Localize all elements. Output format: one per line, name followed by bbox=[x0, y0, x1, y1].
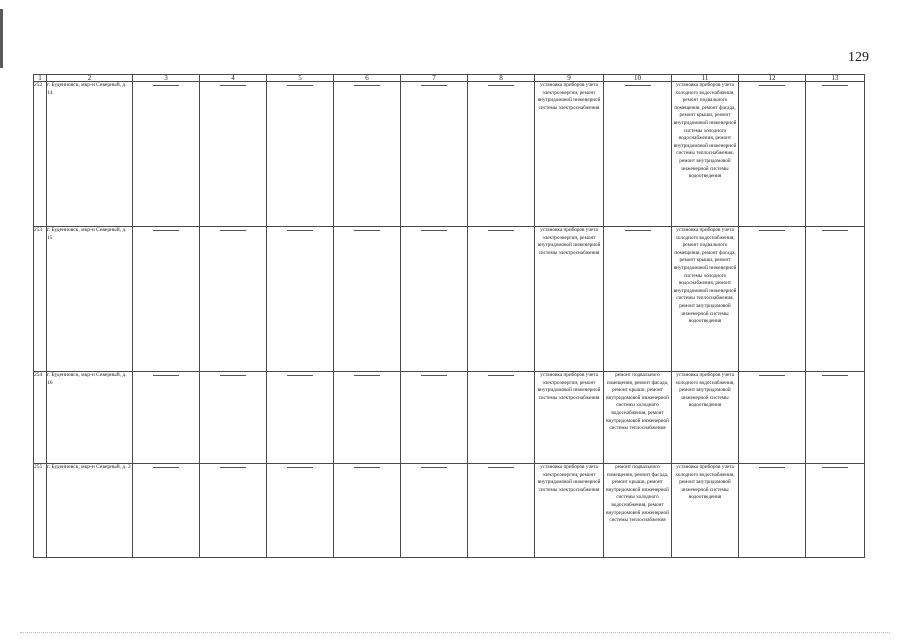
dash-mark bbox=[759, 230, 785, 231]
header-cell-13: 13 bbox=[806, 75, 865, 82]
repair-schedule-table bbox=[33, 74, 865, 558]
work-cell-col11: установка приборов учета холодного водоснабжения, ремонт внутридомовой инженерной системы водоотведения bbox=[672, 464, 739, 558]
dash-mark bbox=[220, 375, 246, 376]
dash-mark bbox=[421, 85, 447, 86]
empty-cell-dash bbox=[334, 372, 401, 464]
empty-cell-dash bbox=[806, 82, 865, 227]
dash-mark bbox=[220, 85, 246, 86]
row-number: 254 bbox=[34, 372, 47, 464]
dash-mark bbox=[153, 375, 179, 376]
empty-cell-dash bbox=[468, 464, 535, 558]
row-number: 253 bbox=[34, 227, 47, 372]
dash-mark bbox=[354, 467, 380, 468]
dash-mark bbox=[354, 375, 380, 376]
row-address: г. Буденновск, мкр-н Северный, д. 15 bbox=[47, 227, 133, 372]
empty-cell-dash bbox=[401, 372, 468, 464]
dash-mark bbox=[488, 85, 514, 86]
empty-cell-dash bbox=[604, 227, 672, 372]
empty-cell-dash bbox=[200, 227, 267, 372]
empty-cell-dash bbox=[401, 82, 468, 227]
dash-mark bbox=[421, 467, 447, 468]
dash-mark bbox=[625, 230, 651, 231]
row-address: г. Буденновск, мкр-н Северный, д. 2 bbox=[47, 464, 133, 558]
empty-cell-dash bbox=[739, 464, 806, 558]
dash-mark bbox=[287, 85, 313, 86]
dash-mark bbox=[488, 230, 514, 231]
scan-noise-line bbox=[20, 632, 890, 633]
empty-cell-dash bbox=[267, 227, 334, 372]
header-cell-3: 3 bbox=[133, 75, 200, 82]
empty-cell-dash bbox=[200, 82, 267, 227]
work-cell-col9: установка приборов учета электроэнергии, ремонт внутридомовой инженерной системы электроснабжения bbox=[535, 464, 604, 558]
header-cell-8: 8 bbox=[468, 75, 535, 82]
dash-mark bbox=[488, 467, 514, 468]
empty-cell-dash bbox=[468, 372, 535, 464]
empty-cell-dash bbox=[133, 82, 200, 227]
dash-mark bbox=[822, 375, 848, 376]
empty-cell-dash bbox=[806, 227, 865, 372]
header-cell-5: 5 bbox=[267, 75, 334, 82]
work-cell-col11: установка приборов учета холодного водоснабжения, ремонт внутридомовой инженерной системы водоотведения bbox=[672, 372, 739, 464]
header-cell-11: 11 bbox=[672, 75, 739, 82]
dash-mark bbox=[625, 85, 651, 86]
work-cell-col10: ремонт подвального помещения, ремонт фасада, ремонт крыши, ремонт внутридомовой инженерной системы холодного водоснабжения, ремонт внутридомовой инженерной системы теплоснабжения bbox=[604, 372, 672, 464]
dash-mark bbox=[421, 230, 447, 231]
empty-cell-dash bbox=[401, 464, 468, 558]
empty-cell-dash bbox=[806, 372, 865, 464]
dash-mark bbox=[287, 230, 313, 231]
dash-mark bbox=[822, 467, 848, 468]
work-cell-col9: установка приборов учета электроэнергии, ремонт внутридомовой инженерной системы электроснабжения bbox=[535, 227, 604, 372]
dash-mark bbox=[153, 467, 179, 468]
work-cell-col10: ремонт подвального помещения, ремонт фасада, ремонт крыши, ремонт внутридомовой инженерной системы холодного водоснабжения, ремонт внутридомовой инженерной системы теплоснабжения bbox=[604, 464, 672, 558]
empty-cell-dash bbox=[604, 82, 672, 227]
row-number: 252 bbox=[34, 82, 47, 227]
table-row bbox=[34, 372, 865, 464]
header-cell-10: 10 bbox=[604, 75, 672, 82]
empty-cell-dash bbox=[468, 82, 535, 227]
dash-mark bbox=[287, 467, 313, 468]
empty-cell-dash bbox=[739, 82, 806, 227]
dash-mark bbox=[759, 467, 785, 468]
row-address: г. Буденновск, мкр-н Северный, д. 16 bbox=[47, 372, 133, 464]
empty-cell-dash bbox=[133, 372, 200, 464]
dash-mark bbox=[220, 467, 246, 468]
scan-edge-line bbox=[0, 9, 3, 68]
dash-mark bbox=[421, 375, 447, 376]
dash-mark bbox=[220, 230, 246, 231]
dash-mark bbox=[759, 375, 785, 376]
row-number: 255 bbox=[34, 464, 47, 558]
header-cell-4: 4 bbox=[200, 75, 267, 82]
work-cell-col11: установка приборов учета холодного водоснабжения, ремонт подвального помещения, ремонт фасада, ремонт крыши, ремонт внутридомовой инженерной системы холодного водоснабжения, ремонт внутридомовой инженерной системы теплоснабжения, ремонт внутридомовой инженерной системы водоотведения bbox=[672, 82, 739, 227]
header-cell-6: 6 bbox=[334, 75, 401, 82]
empty-cell-dash bbox=[133, 227, 200, 372]
empty-cell-dash bbox=[739, 227, 806, 372]
empty-cell-dash bbox=[267, 372, 334, 464]
empty-cell-dash bbox=[133, 464, 200, 558]
dash-mark bbox=[153, 230, 179, 231]
header-cell-7: 7 bbox=[401, 75, 468, 82]
header-cell-12: 12 bbox=[739, 75, 806, 82]
empty-cell-dash bbox=[401, 227, 468, 372]
table-row bbox=[34, 227, 865, 372]
empty-cell-dash bbox=[739, 372, 806, 464]
empty-cell-dash bbox=[200, 464, 267, 558]
table-row bbox=[34, 82, 865, 227]
empty-cell-dash bbox=[806, 464, 865, 558]
row-address: г. Буденновск, мкр-н Северный, д. 14 bbox=[47, 82, 133, 227]
page-number: 129 bbox=[848, 50, 869, 65]
empty-cell-dash bbox=[468, 227, 535, 372]
work-cell-col11: установка приборов учета холодного водоснабжения, ремонт подвального помещения, ремонт фасада, ремонт крыши, ремонт внутридомовой инженерной системы холодного водоснабжения, ремонт внутридомовой инженерной системы теплоснабжения, ремонт внутридомовой инженерной системы водоотведения bbox=[672, 227, 739, 372]
empty-cell-dash bbox=[334, 464, 401, 558]
dash-mark bbox=[759, 85, 785, 86]
dash-mark bbox=[354, 230, 380, 231]
empty-cell-dash bbox=[267, 82, 334, 227]
header-row bbox=[34, 75, 865, 82]
dash-mark bbox=[822, 85, 848, 86]
header-cell-2: 2 bbox=[47, 75, 133, 82]
empty-cell-dash bbox=[334, 227, 401, 372]
empty-cell-dash bbox=[267, 464, 334, 558]
work-cell-col9: установка приборов учета электроэнергии, ремонт внутридомовой инженерной системы электроснабжения bbox=[535, 372, 604, 464]
dash-mark bbox=[488, 375, 514, 376]
header-cell-9: 9 bbox=[535, 75, 604, 82]
dash-mark bbox=[153, 85, 179, 86]
empty-cell-dash bbox=[334, 82, 401, 227]
header-cell-1: 1 bbox=[34, 75, 47, 82]
dash-mark bbox=[354, 85, 380, 86]
dash-mark bbox=[822, 230, 848, 231]
dash-mark bbox=[287, 375, 313, 376]
empty-cell-dash bbox=[200, 372, 267, 464]
table-row bbox=[34, 464, 865, 558]
work-cell-col9: установка приборов учета электроэнергии, ремонт внутридомовой инженерной системы электроснабжения bbox=[535, 82, 604, 227]
